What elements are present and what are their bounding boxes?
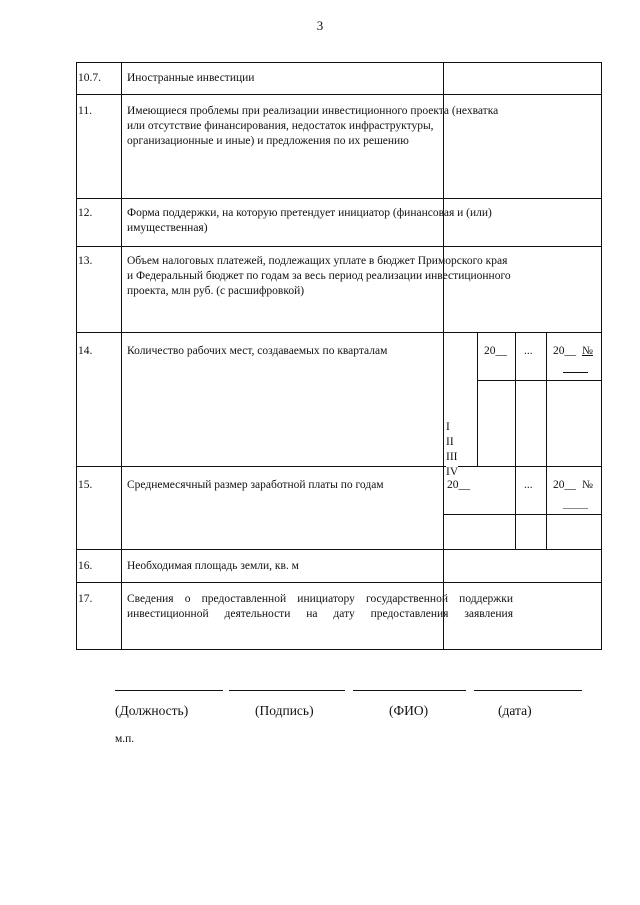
row15-ellipsis: ... (524, 479, 533, 491)
row-number: 15. (78, 479, 93, 491)
row14-year-last-suffix: № (582, 345, 593, 357)
stamp-place-label: м.п. (115, 733, 135, 745)
row15-year-last-suffix: № (582, 479, 593, 491)
row-description: Количество рабочих мест, создаваемых по кварталам (127, 345, 388, 357)
row-number: 14. (78, 345, 93, 357)
row-number: 13. (78, 255, 93, 267)
row-description: Необходимая площадь земли, кв. м (127, 560, 299, 572)
row-description: Сведения о предоставленной инициатору государственной поддержки инвестиционной деятельности на дату предоставления заявления (127, 593, 513, 620)
row-number: 17. (78, 593, 93, 605)
row-number: 12. (78, 207, 93, 219)
row-number: 10.7. (78, 72, 101, 84)
investment-form-table (76, 62, 602, 650)
date-caption: (дата) (498, 703, 532, 718)
signature-line (115, 690, 223, 691)
signature-caption: (Подпись) (255, 703, 314, 718)
row-description: Имеющиеся проблемы при реализации инвестиционного проекта (нехватка или отсутствие финансирования, недостаток инфраструктуры, организационные и иные) и предложения по их решению (127, 105, 499, 147)
row14-ellipsis: ... (524, 345, 533, 357)
row-description: Объем налоговых платежей, подлежащих уплате в бюджет Приморского края и Федеральный бюджет по годам за весь период реализации инвестиционного проекта, млн руб. (с расшифровкой) (127, 255, 511, 297)
row14-year-first: 20__ (484, 345, 507, 357)
quarter-label: III (446, 451, 458, 463)
signature-line (474, 690, 582, 691)
position-caption: (Должность) (115, 703, 189, 718)
row-description: Форма поддержки, на которую претендует инициатор (финансовая и (или) имущественная) (127, 207, 492, 234)
name-caption: (ФИО) (389, 703, 429, 718)
signature-line (353, 690, 466, 691)
row15-year-first: 20__ (447, 479, 470, 491)
row-description: Среднемесячный размер заработной платы по годам (127, 479, 384, 491)
row-number: 11. (78, 105, 92, 117)
row-description: Иностранные инвестиции (127, 72, 255, 84)
row15-year-last: 20__ (553, 479, 576, 491)
quarter-label: II (446, 436, 454, 448)
page-number: 3 (316, 18, 324, 33)
quarter-label: IV (446, 466, 459, 478)
row-number: 16. (78, 560, 93, 572)
signature-line (229, 690, 345, 691)
row14-year-last: 20__ (553, 345, 576, 357)
quarter-label: I (446, 421, 450, 433)
